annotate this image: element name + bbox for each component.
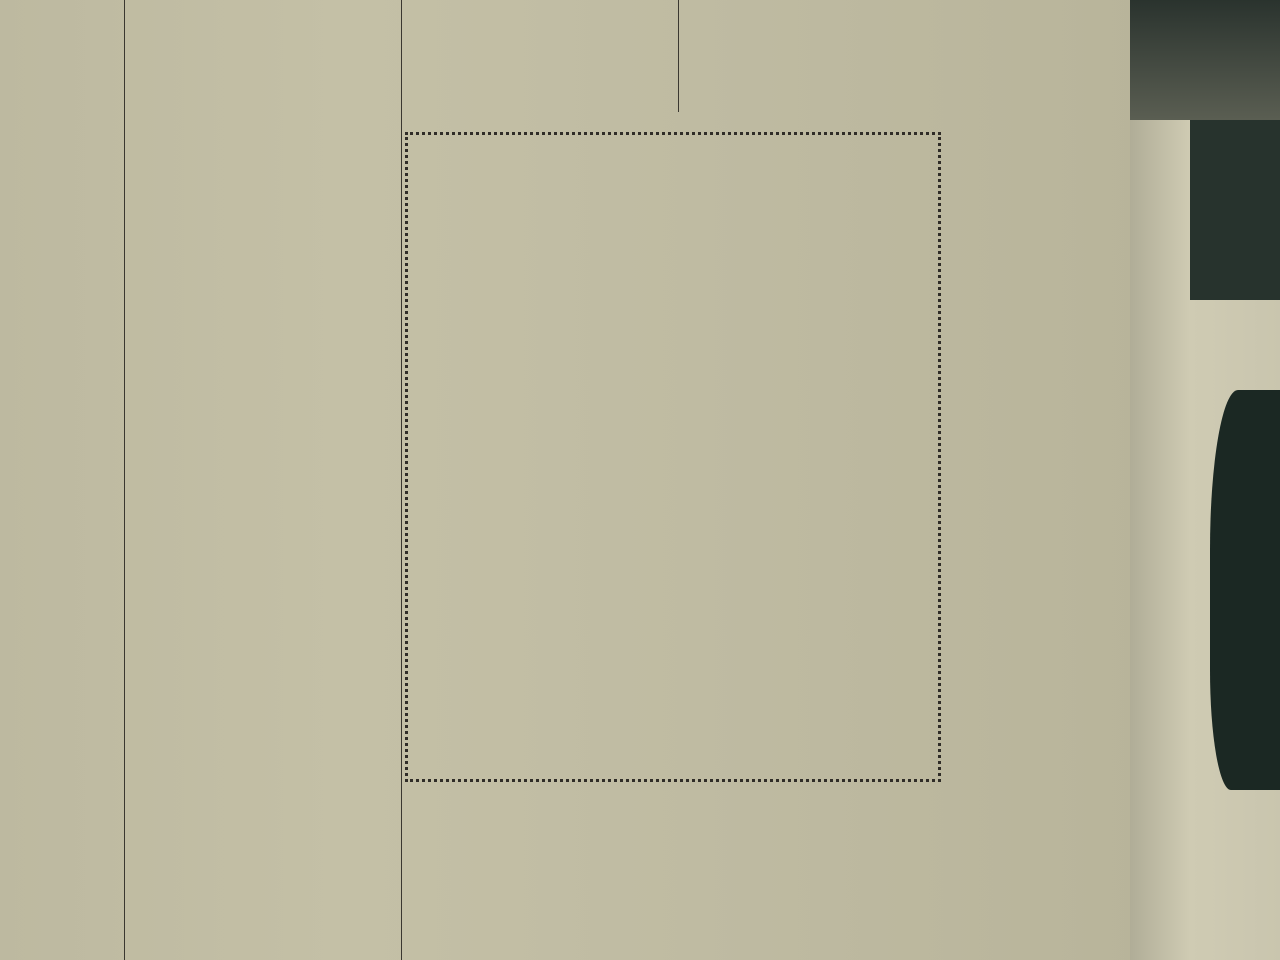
column-3-article	[412, 0, 674, 108]
dark-photo-fragment	[1190, 120, 1280, 300]
column-1-text	[0, 0, 120, 960]
torn-paper-edge	[1210, 390, 1280, 790]
column-rule	[124, 0, 125, 960]
column-4-article	[684, 0, 946, 110]
box-column-left	[420, 202, 674, 772]
column-2-article	[130, 0, 392, 960]
dark-photo-fragment	[1130, 0, 1280, 120]
box-column-right	[686, 202, 931, 772]
column-rule	[678, 0, 679, 112]
column-rule	[401, 0, 402, 960]
